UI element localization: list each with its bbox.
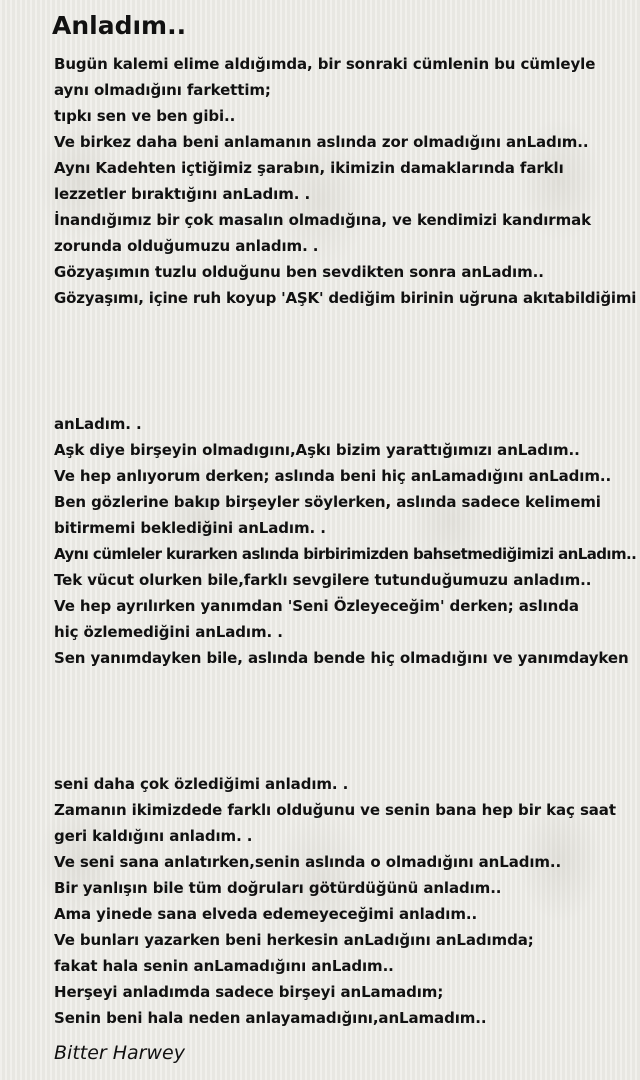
poem-line: Ben gözlerine bakıp birşeyler söylerken, aslında sadece kelimemi	[54, 493, 601, 511]
poem-line: Ve seni sana anlatırken,senin aslında o olmadığını anLadım..	[54, 853, 562, 871]
poem-line: lezzetler bıraktığını anLadım. .	[54, 185, 311, 203]
poem-title: Anladım..	[52, 11, 187, 40]
poem-line: bitirmemi beklediğini anLadım. .	[54, 519, 326, 537]
poem-line: Senin beni hala neden anlayamadığını,anLamadım..	[54, 1009, 487, 1027]
poem-line: Bir yanlışın bile tüm doğruları götürdüğünü anladım..	[54, 879, 502, 897]
poem-line: Sen yanımdayken bile, aslında bende hiç olmadığını ve yanımdayken	[54, 649, 629, 667]
poem-line: Gözyaşımı, içine ruh koyup 'AŞK' dediğim birinin uğruna akıtabildiğimi	[54, 289, 637, 307]
poem-line: Aynı cümleler kurarken aslında birbirimizden bahsetmediğimizi anLadım..	[54, 545, 637, 563]
poem-line: Bugün kalemi elime aldığımda, bir sonraki cümlenin bu cümleyle	[54, 55, 596, 73]
poem-stanza-3	[54, 771, 634, 1031]
poem-line: Ama yinede sana elveda edemeyeceğimi anladım..	[54, 905, 478, 923]
poem-line: seni daha çok özlediğimi anladım. .	[54, 775, 349, 793]
poem-line: Herşeyi anladımda sadece birşeyi anLamadım;	[54, 983, 444, 1001]
poem-line: Ve bunları yazarken beni herkesin anLadığını anLadımda;	[54, 931, 534, 949]
poem-line: Ve hep anlıyorum derken; aslında beni hiç anLamadığını anLadım..	[54, 467, 612, 485]
poem-line: hiç özlemediğini anLadım. .	[54, 623, 283, 641]
poem-line: fakat hala senin anLamadığını anLadım..	[54, 957, 394, 975]
poem-line: Aşk diye birşeyin olmadıgını,Aşkı bizim yarattığımızı anLadım..	[54, 441, 580, 459]
poem-stanza-2	[54, 411, 637, 671]
poem-line: geri kaldığını anladım. .	[54, 827, 253, 845]
poem-line: Gözyaşımın tuzlu olduğunu ben sevdikten sonra anLadım..	[54, 263, 544, 281]
poem-line: Tek vücut olurken bile,farklı sevgilere tutunduğumuzu anladım..	[54, 571, 592, 589]
poem-line: Zamanın ikimizdede farklı olduğunu ve senin bana hep bir kaç saat	[54, 801, 616, 819]
poem-line: Aynı Kadehten içtiğimiz şarabın, ikimizin damaklarında farklı	[54, 159, 564, 177]
poem-line: İnandığımız bir çok masalın olmadığına, ve kendimizi kandırmak	[54, 211, 592, 229]
poem-stanza-1	[54, 51, 637, 311]
poem-line: Ve hep ayrılırken yanımdan 'Seni Özleyeceğim' derken; aslında	[54, 597, 579, 615]
poem-line: aynı olmadığını farkettim;	[54, 81, 271, 99]
poem-line: anLadım. .	[54, 415, 142, 433]
poem-author: Bitter Harwey	[54, 1042, 185, 1064]
poem-line: zorunda olduğumuzu anladım. .	[54, 237, 319, 255]
poem-line: tıpkı sen ve ben gibi..	[54, 107, 236, 125]
poem-line: Ve birkez daha beni anlamanın aslında zor olmadığını anLadım..	[54, 133, 589, 151]
